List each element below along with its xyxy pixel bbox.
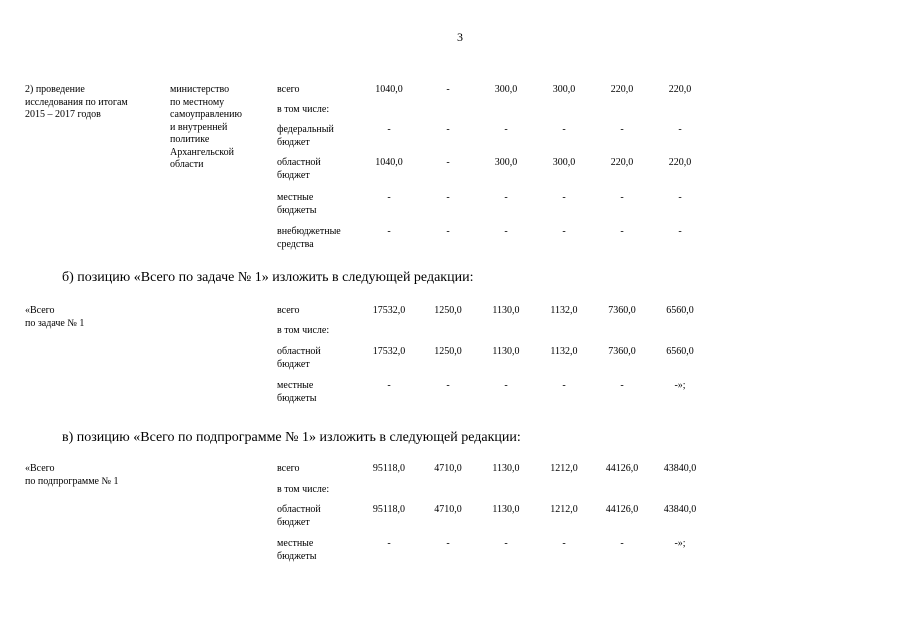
page-number: 3 (457, 30, 463, 44)
value-cell: -»; (674, 380, 686, 391)
executor-line: по местному (170, 96, 225, 108)
value-cell: - (446, 380, 450, 391)
executor-line: министерство (170, 84, 230, 95)
funding-source-label: федеральный (277, 124, 334, 135)
value-cell: 6560,0 (666, 346, 694, 357)
value-cell: 220,0 (668, 84, 692, 95)
value-cell: 17532,0 (372, 346, 406, 357)
value-cell: - (504, 226, 508, 237)
value-cell: - (504, 538, 508, 549)
value-cell: - (678, 192, 682, 203)
value-cell: - (620, 226, 624, 237)
value-cell: - (446, 192, 450, 203)
value-cell: - (446, 84, 450, 95)
funding-source-label: местные (277, 380, 314, 391)
value-cell: - (504, 192, 508, 203)
value-cell: 1040,0 (375, 84, 403, 95)
value-cell: - (446, 538, 450, 549)
funding-source-label: областной (277, 346, 321, 357)
value-cell: 1250,0 (434, 305, 462, 316)
value-cell: 17532,0 (372, 305, 406, 316)
value-cell: - (562, 538, 566, 549)
value-cell: 44126,0 (605, 463, 639, 474)
value-cell: - (620, 192, 624, 203)
value-cell: - (387, 380, 391, 391)
value-cell: 7360,0 (608, 305, 636, 316)
value-cell: 220,0 (668, 157, 692, 168)
value-cell: 220,0 (610, 157, 634, 168)
executor-line: самоуправлению (170, 109, 242, 120)
row-title-line: 2015 – 2017 годов (25, 109, 101, 120)
value-cell: 1130,0 (492, 305, 520, 316)
value-cell: 44126,0 (605, 504, 639, 515)
value-cell: 6560,0 (666, 305, 694, 316)
value-cell: 1130,0 (492, 463, 520, 474)
value-cell: 300,0 (494, 157, 518, 168)
funding-source-label: бюджеты (277, 550, 317, 562)
funding-source-label: бюджеты (277, 392, 317, 404)
funding-source-label: бюджет (277, 516, 310, 528)
value-cell: - (504, 124, 508, 135)
funding-source-label: местные (277, 538, 314, 549)
funding-source-label: средства (277, 238, 314, 250)
value-cell: - (620, 538, 624, 549)
value-cell: 1250,0 (434, 346, 462, 357)
executor-line: Архангельской (170, 146, 234, 158)
value-cell: 1132,0 (550, 305, 578, 316)
funding-source-label: бюджет (277, 358, 310, 370)
value-cell: 43840,0 (663, 504, 697, 515)
funding-source-label: областной (277, 504, 321, 515)
value-cell: - (620, 124, 624, 135)
value-cell: -»; (674, 538, 686, 549)
funding-source-label: в том числе: (277, 484, 330, 495)
value-cell: 43840,0 (663, 463, 697, 474)
value-cell: - (678, 226, 682, 237)
value-cell: 300,0 (552, 157, 576, 168)
value-cell: 1132,0 (550, 346, 578, 357)
value-cell: - (562, 380, 566, 391)
funding-source-label: внебюджетные (277, 226, 341, 237)
executor-line: политике (170, 134, 210, 145)
value-cell: - (562, 124, 566, 135)
value-cell: 300,0 (494, 84, 518, 95)
funding-source-label: областной (277, 157, 321, 168)
value-cell: 300,0 (552, 84, 576, 95)
row-title-line: 2) проведение (25, 84, 85, 95)
funding-source-label: бюджеты (277, 204, 317, 216)
funding-source-label: всего (277, 463, 300, 474)
funding-source-label: всего (277, 84, 300, 95)
executor-line: и внутренней (170, 121, 228, 133)
funding-source-label: всего (277, 305, 300, 316)
value-cell: 1130,0 (492, 504, 520, 515)
value-cell: 4710,0 (434, 504, 462, 515)
value-cell: - (446, 226, 450, 237)
value-cell: 1212,0 (550, 463, 578, 474)
executor-line: области (170, 159, 204, 170)
funding-source-label: местные (277, 192, 314, 203)
value-cell: - (504, 380, 508, 391)
value-cell: - (387, 226, 391, 237)
value-cell: - (562, 226, 566, 237)
funding-source-label: бюджет (277, 169, 310, 181)
value-cell: - (562, 192, 566, 203)
funding-source-label: в том числе: (277, 325, 330, 336)
value-cell: - (678, 124, 682, 135)
value-cell: - (387, 192, 391, 203)
row-title-line: «Всего (25, 305, 55, 316)
value-cell: 1212,0 (550, 504, 578, 515)
row-title-line: исследования по итогам (25, 96, 128, 108)
value-cell: - (387, 538, 391, 549)
value-cell: - (387, 124, 391, 135)
heading-task-1-total: б) позицию «Всего по задаче № 1» изложить в следующей редакции: (62, 270, 474, 285)
funding-source-label: в том числе: (277, 104, 330, 115)
value-cell: 4710,0 (434, 463, 462, 474)
value-cell: - (620, 380, 624, 391)
value-cell: 1040,0 (375, 157, 403, 168)
row-title-line: по задаче № 1 (25, 317, 85, 329)
funding-source-label: бюджет (277, 136, 310, 148)
value-cell: - (446, 124, 450, 135)
value-cell: 220,0 (610, 84, 634, 95)
value-cell: 95118,0 (372, 504, 406, 515)
value-cell: 7360,0 (608, 346, 636, 357)
heading-subprogram-1-total: в) позицию «Всего по подпрограмме № 1» изложить в следующей редакции: (62, 430, 521, 445)
value-cell: - (446, 157, 450, 168)
row-title-line: по подпрограмме № 1 (25, 475, 119, 487)
row-title-line: «Всего (25, 463, 55, 474)
value-cell: 95118,0 (372, 463, 406, 474)
value-cell: 1130,0 (492, 346, 520, 357)
